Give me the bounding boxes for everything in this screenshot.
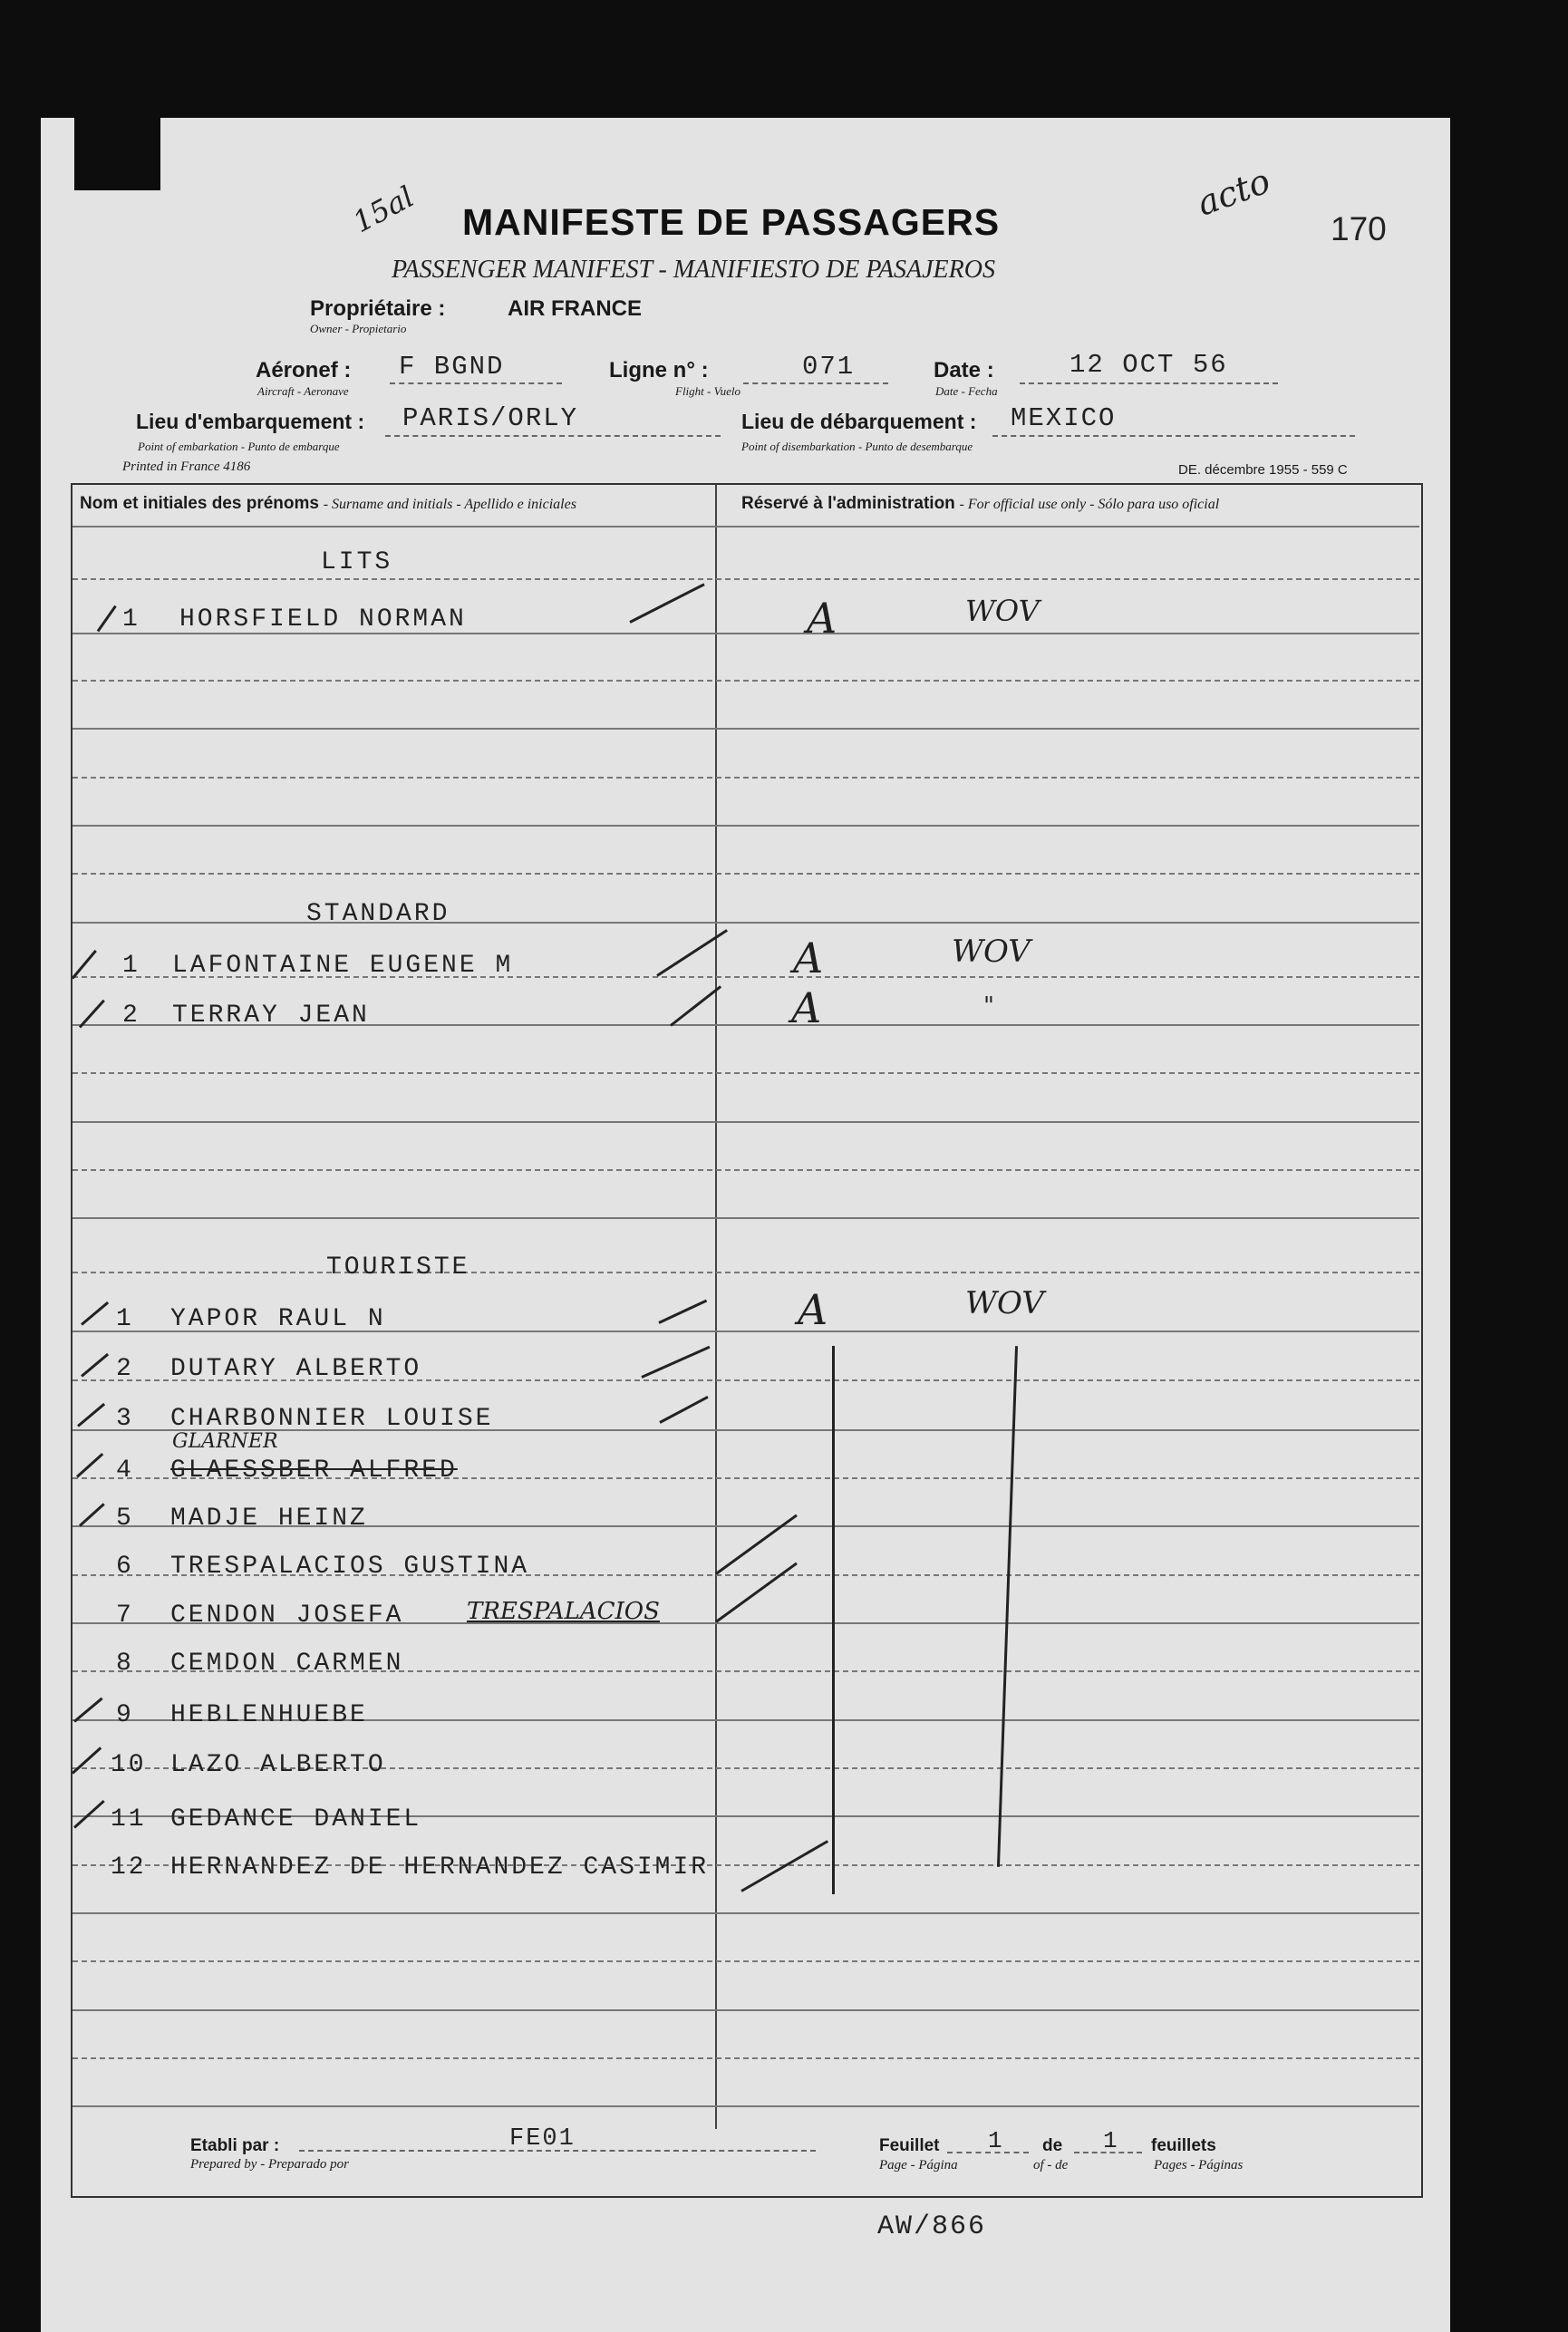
table-rule bbox=[73, 1960, 1419, 1962]
of-field-line bbox=[1074, 2152, 1142, 2153]
passenger-name: GEDANCE DANIEL bbox=[170, 1805, 422, 1834]
of-value: 1 bbox=[1103, 2127, 1119, 2154]
passenger-name: CHARBONNIER LOUISE bbox=[170, 1405, 494, 1433]
passenger-row-num: 11 bbox=[111, 1805, 147, 1834]
table-rule bbox=[73, 680, 1419, 682]
form-subtitle: PASSENGER MANIFEST - MANIFIESTO DE PASAJEROS bbox=[392, 256, 995, 284]
sheet-value: 1 bbox=[988, 2127, 1004, 2154]
embark-field-line bbox=[385, 435, 721, 437]
passenger-row-num: 6 bbox=[116, 1553, 134, 1581]
page-sublabel: Page - Página bbox=[879, 2158, 958, 2172]
passenger-row-num: 9 bbox=[116, 1701, 134, 1729]
table-rule bbox=[73, 1072, 1419, 1074]
passenger-name: TERRAY JEAN bbox=[172, 1002, 370, 1030]
passenger-row-num: 1 bbox=[122, 952, 140, 980]
date-sublabel: Date - Fecha bbox=[935, 384, 998, 398]
date-value: 12 OCT 56 bbox=[1070, 350, 1228, 380]
sheet-label: Feuillet bbox=[879, 2136, 940, 2155]
line-field-line bbox=[743, 382, 888, 384]
table-rule bbox=[73, 1912, 1419, 1914]
official-note: WOV bbox=[965, 594, 1040, 628]
official-note: WOV bbox=[952, 934, 1031, 970]
reference-number: AW/866 bbox=[877, 2211, 987, 2242]
prepared-label: Etabli par : bbox=[190, 2136, 280, 2155]
date-label: Date : bbox=[934, 358, 994, 382]
passenger-name: YAPOR RAUL N bbox=[170, 1305, 386, 1333]
embark-value: PARIS/ORLY bbox=[402, 403, 579, 433]
passenger-name: TRESPALACIOS GUSTINA bbox=[170, 1553, 530, 1581]
section-standard: STANDARD bbox=[306, 900, 450, 928]
embark-sublabel: Point of embarkation - Punto de embarque bbox=[138, 440, 340, 453]
passenger-row-num: 4 bbox=[116, 1456, 134, 1485]
column-header-official-bold: Réservé à l'administration bbox=[741, 494, 955, 513]
official-code: A bbox=[807, 594, 837, 643]
handwritten-corner-note: acto bbox=[1191, 160, 1276, 224]
owner-label: Propriétaire : bbox=[310, 296, 446, 321]
passenger-name: HERNANDEZ DE HERNANDEZ CASIMIR bbox=[170, 1853, 710, 1882]
line-label: Ligne n° : bbox=[609, 358, 709, 382]
aircraft-sublabel: Aircraft - Aeronave bbox=[257, 384, 349, 398]
prepared-field-line bbox=[299, 2150, 816, 2152]
official-code: A bbox=[793, 934, 824, 982]
owner-value: AIR FRANCE bbox=[508, 296, 642, 321]
handwritten-note-top: 15al bbox=[347, 179, 420, 240]
table-rule bbox=[73, 526, 1419, 527]
prepared-sublabel: Prepared by - Preparado por bbox=[190, 2157, 349, 2172]
passenger-row-num: 10 bbox=[111, 1751, 147, 1779]
table-rule bbox=[73, 1217, 1419, 1219]
passenger-name: GLAESSBER ALFRED bbox=[170, 1456, 458, 1485]
sheets-label: feuillets bbox=[1151, 2136, 1216, 2155]
owner-sublabel: Owner - Propietario bbox=[310, 322, 407, 335]
table-rule bbox=[73, 2009, 1419, 2011]
disembark-value: MEXICO bbox=[1011, 403, 1117, 433]
line-value: 071 bbox=[802, 352, 856, 382]
passenger-row-num: 2 bbox=[116, 1355, 134, 1383]
table-rule bbox=[73, 1272, 1419, 1273]
passenger-name: CEMDON CARMEN bbox=[170, 1650, 404, 1678]
table-rule bbox=[73, 873, 1419, 875]
passenger-row-num: 1 bbox=[122, 605, 140, 634]
passenger-row-num: 2 bbox=[122, 1002, 140, 1030]
passenger-row-num: 3 bbox=[116, 1405, 134, 1433]
official-note: WOV bbox=[965, 1285, 1044, 1321]
aircraft-label: Aéronef : bbox=[256, 358, 352, 382]
form-title: MANIFESTE DE PASSAGERS bbox=[462, 201, 1001, 243]
sheet-field-line bbox=[947, 2152, 1029, 2153]
table-rule bbox=[73, 2057, 1419, 2059]
section-lits: LITS bbox=[321, 548, 393, 576]
column-header-names-italic: - Surname and initials - Apellido e iniciales bbox=[323, 497, 576, 512]
vertical-ditto-line bbox=[832, 1346, 835, 1894]
passenger-row-num: 8 bbox=[116, 1650, 134, 1678]
line-sublabel: Flight - Vuelo bbox=[675, 384, 740, 398]
passenger-name: HORSFIELD NORMAN bbox=[179, 605, 467, 634]
official-code: A bbox=[791, 983, 822, 1032]
embark-label: Lieu d'embarquement : bbox=[136, 410, 365, 433]
official-code: A bbox=[798, 1285, 828, 1334]
column-header-official-italic: - For official use only - Sólo para uso oficial bbox=[959, 497, 1220, 512]
disembark-sublabel: Point of disembarkation - Punto de desembarque bbox=[741, 440, 973, 453]
table-rule bbox=[73, 777, 1419, 779]
passenger-row-num: 1 bbox=[116, 1305, 134, 1333]
printed-note: Printed in France 4186 bbox=[122, 460, 251, 474]
passenger-name: CENDON JOSEFA bbox=[170, 1601, 404, 1630]
passenger-name: LAZO ALBERTO bbox=[170, 1751, 386, 1779]
table-rule bbox=[73, 1169, 1419, 1171]
passenger-row-num: 5 bbox=[116, 1505, 134, 1533]
disembark-field-line bbox=[992, 435, 1355, 437]
table-rule bbox=[73, 1121, 1419, 1123]
handwritten-correction: TRESPALACIOS bbox=[467, 1598, 660, 1625]
page-number: 170 bbox=[1331, 210, 1387, 247]
of-sublabel: of - de bbox=[1033, 2158, 1069, 2172]
passenger-name: HEBLENHUEBE bbox=[170, 1701, 368, 1729]
column-header-official bbox=[741, 494, 1219, 514]
official-note: " bbox=[983, 992, 994, 1020]
date-field-line bbox=[1020, 382, 1278, 384]
pages-sublabel: Pages - Páginas bbox=[1154, 2158, 1244, 2172]
handwritten-correction: GLARNER bbox=[172, 1430, 278, 1453]
table-rule bbox=[73, 578, 1419, 580]
table-rule bbox=[73, 728, 1419, 730]
passenger-name: LAFONTAINE EUGENE M bbox=[172, 952, 514, 980]
column-divider bbox=[715, 485, 717, 2129]
form-reference: DE. décembre 1955 - 559 C bbox=[1178, 462, 1348, 478]
aircraft-value: F BGND bbox=[399, 352, 505, 382]
passenger-name: DUTARY ALBERTO bbox=[170, 1355, 422, 1383]
passenger-table bbox=[71, 483, 1423, 2198]
passenger-name: MADJE HEINZ bbox=[170, 1505, 368, 1533]
section-touriste: TOURISTE bbox=[326, 1253, 470, 1282]
disembark-label: Lieu de débarquement : bbox=[741, 410, 977, 433]
table-rule bbox=[73, 2105, 1419, 2107]
table-rule bbox=[73, 825, 1419, 827]
aircraft-field-line bbox=[390, 382, 562, 384]
tape-mark bbox=[74, 113, 160, 190]
passenger-row-num: 12 bbox=[111, 1853, 147, 1882]
column-header-names bbox=[80, 494, 576, 514]
column-header-names-bold: Nom et initiales des prénoms bbox=[80, 494, 319, 513]
table-rule bbox=[73, 922, 1419, 924]
of-label: de bbox=[1042, 2136, 1063, 2155]
passenger-row-num: 7 bbox=[116, 1601, 134, 1630]
prepared-value: FE01 bbox=[509, 2125, 576, 2153]
